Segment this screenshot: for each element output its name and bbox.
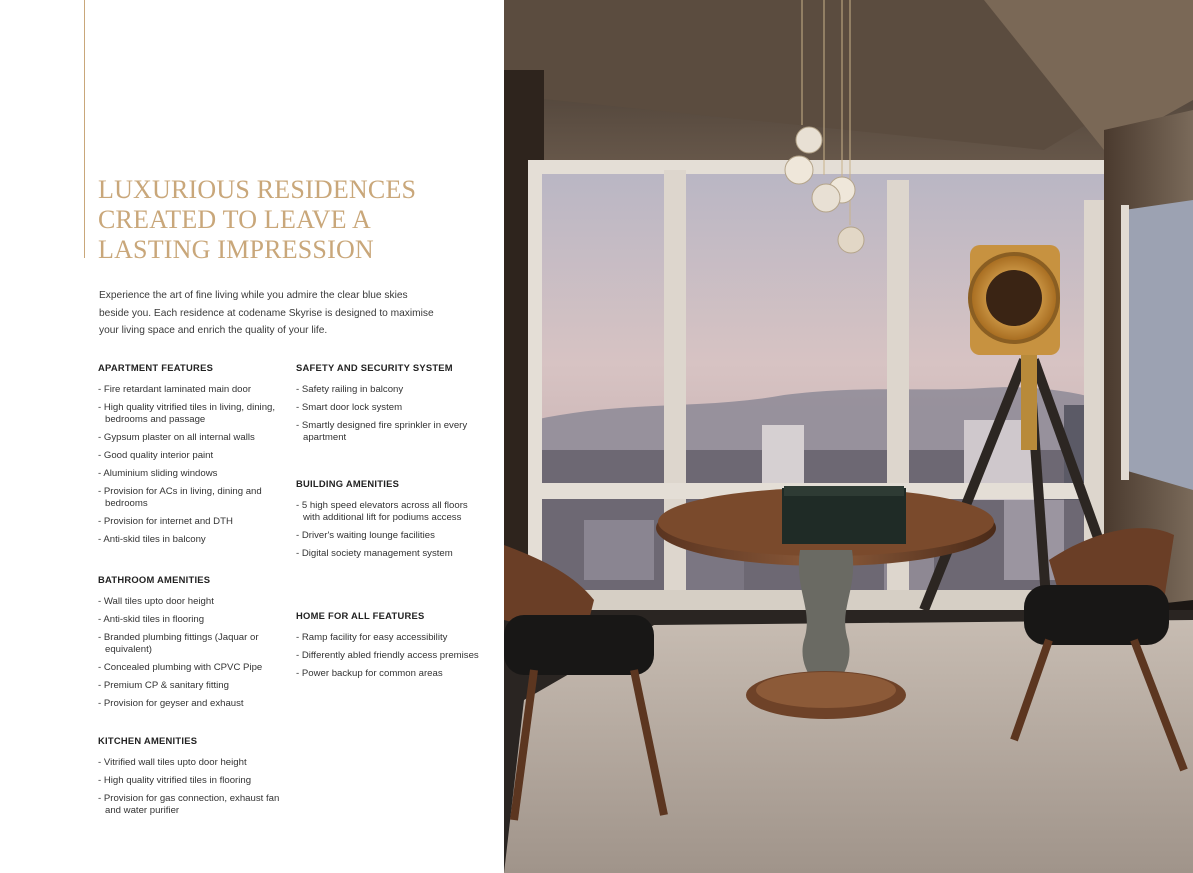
list-item: - Digital society management system: [296, 548, 453, 560]
feature-list: [98, 384, 288, 546]
features-column-right: [296, 362, 486, 686]
interior-photo: [504, 0, 1193, 873]
features-column-left: [98, 362, 288, 823]
list-item: - High quality vitrified tiles in living, dining, bedrooms and passage: [98, 401, 276, 426]
list-item: - Wall tiles upto door height: [98, 596, 214, 607]
feature-list: [98, 757, 288, 817]
list-item: - Smart door lock system: [296, 401, 403, 413]
list-item: - Provision for gas connection, exhaust fan and water purifier: [98, 792, 280, 817]
list-item: - Branded plumbing fittings (Jaquar or equivalent): [98, 631, 259, 656]
list-item: - Fire retardant laminated main door: [98, 384, 252, 395]
list-item: - Smartly designed fire sprinkler in every apartment: [296, 419, 468, 444]
safety-security-section: [296, 362, 486, 478]
gold-vertical-rule: [84, 0, 85, 258]
intro-paragraph: Experience the art of fine living while you admire the clear blue skies beside you. Each residence at codename Skyrise is designed to maximise your living space and enrich the quality of your life.: [99, 290, 434, 337]
list-item: - Provision for geyser and exhaust: [98, 697, 244, 709]
feature-list: [296, 500, 486, 560]
list-item: - Good quality interior paint: [98, 449, 214, 461]
list-item: - Gypsum plaster on all internal walls: [98, 432, 255, 444]
list-item: - Anti-skid tiles in balcony: [98, 533, 206, 545]
list-item: - Driver's waiting lounge facilities: [296, 530, 435, 542]
section-title: SAFETY AND SECURITY SYSTEM: [296, 362, 453, 373]
list-item: - Differently abled friendly access premises: [296, 649, 479, 661]
section-title: BUILDING AMENITIES: [296, 478, 400, 489]
section-title: HOME FOR ALL FEATURES: [296, 610, 425, 621]
list-item: - Power backup for common areas: [296, 667, 443, 679]
section-title: BATHROOM AMENITIES: [98, 574, 211, 585]
list-item: - Concealed plumbing with CPVC Pipe: [98, 661, 263, 673]
headline-line-1: LUXURIOUS RESIDENCES: [98, 175, 417, 204]
building-amenities-section: [296, 478, 486, 610]
bathroom-amenities-section: [98, 574, 288, 735]
text-page: [0, 0, 504, 873]
list-item: - Anti-skid tiles in flooring: [98, 613, 205, 625]
kitchen-amenities-section: [98, 735, 288, 817]
list-item: - Ramp facility for easy accessibility: [296, 632, 448, 643]
list-item: - Provision for ACs in living, dining and bedrooms: [98, 485, 262, 510]
section-title: KITCHEN AMENITIES: [98, 735, 198, 746]
list-item: - Safety railing in balcony: [296, 384, 404, 395]
apartment-features-section: [98, 362, 288, 574]
section-title: APARTMENT FEATURES: [98, 362, 214, 373]
list-item: - Provision for internet and DTH: [98, 515, 233, 527]
list-item: - Vitrified wall tiles upto door height: [98, 757, 247, 768]
feature-list: [98, 596, 288, 710]
page-headline: [98, 175, 458, 265]
headline-line-2: CREATED TO LEAVE A: [98, 205, 372, 234]
feature-list: [296, 632, 486, 680]
list-item: - Premium CP & sanitary fitting: [98, 679, 229, 691]
list-item: - 5 high speed elevators across all floors with additional lift for podiums access: [296, 500, 468, 524]
list-item: - Aluminium sliding windows: [98, 467, 218, 479]
headline-line-3: LASTING IMPRESSION: [98, 235, 374, 264]
feature-list: [296, 384, 486, 444]
home-for-all-section: [296, 610, 486, 680]
list-item: - High quality vitrified tiles in flooring: [98, 774, 252, 786]
